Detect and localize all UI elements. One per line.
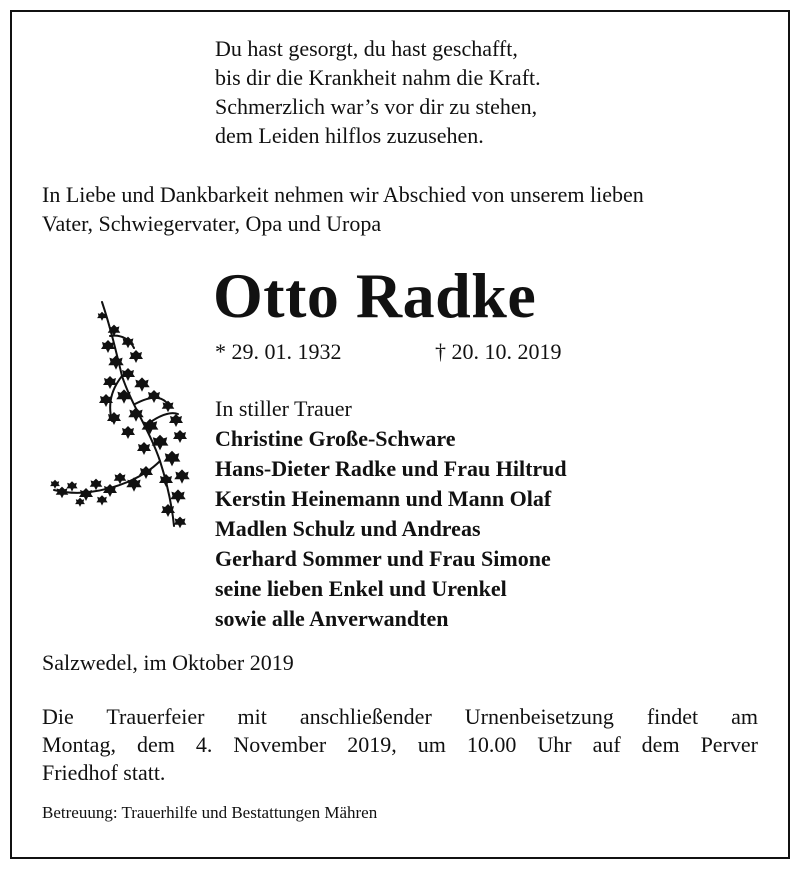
mourner-name: Gerhard Sommer und Frau Simone [215, 546, 551, 571]
birth-date: * 29. 01. 1932 [215, 339, 342, 364]
poem-line: bis dir die Krankheit nahm die Kraft. [215, 65, 541, 90]
death-date: † 20. 10. 2019 [435, 339, 562, 364]
place-date: Salzwedel, im Oktober 2019 [42, 650, 294, 675]
poem-line: Schmerzlich war’s vor dir zu stehen, [215, 94, 538, 119]
ceremony-line: Montag, dem 4. November 2019, um 10.00 Uhr auf dem Perver [42, 732, 758, 757]
mourner-name: Hans-Dieter Radke und Frau Hiltrud [215, 456, 567, 481]
mourners-list [215, 394, 567, 634]
ceremony-info [42, 703, 758, 787]
poem-line: Du hast gesorgt, du hast geschafft, [215, 36, 518, 61]
mourner-name: seine lieben Enkel und Urenkel [215, 576, 507, 601]
mourners-heading: In stiller Trauer [215, 396, 352, 421]
ceremony-line: Die Trauerfeier mit anschließender Urnenbeisetzung findet am [42, 704, 758, 729]
mourner-name: sowie alle Anverwandten [215, 606, 449, 631]
poem-line: dem Leiden hilflos zuzusehen. [215, 123, 484, 148]
mourner-name: Madlen Schulz und Andreas [215, 516, 481, 541]
intro-line: In Liebe und Dankbarkeit nehmen wir Abschied von unserem lieben [42, 182, 644, 207]
intro-text [42, 180, 758, 238]
ivy-branch-icon [50, 296, 200, 536]
mourner-name: Christine Große-Schware [215, 426, 456, 451]
deceased-name: Otto Radke [213, 260, 537, 331]
ceremony-line: Friedhof statt. [42, 760, 166, 785]
mourner-name: Kerstin Heinemann und Mann Olaf [215, 486, 552, 511]
funeral-service-note: Betreuung: Trauerhilfe und Bestattungen Mähren [42, 803, 378, 822]
poem [215, 34, 541, 150]
intro-line: Vater, Schwiegervater, Opa und Uropa [42, 211, 382, 236]
